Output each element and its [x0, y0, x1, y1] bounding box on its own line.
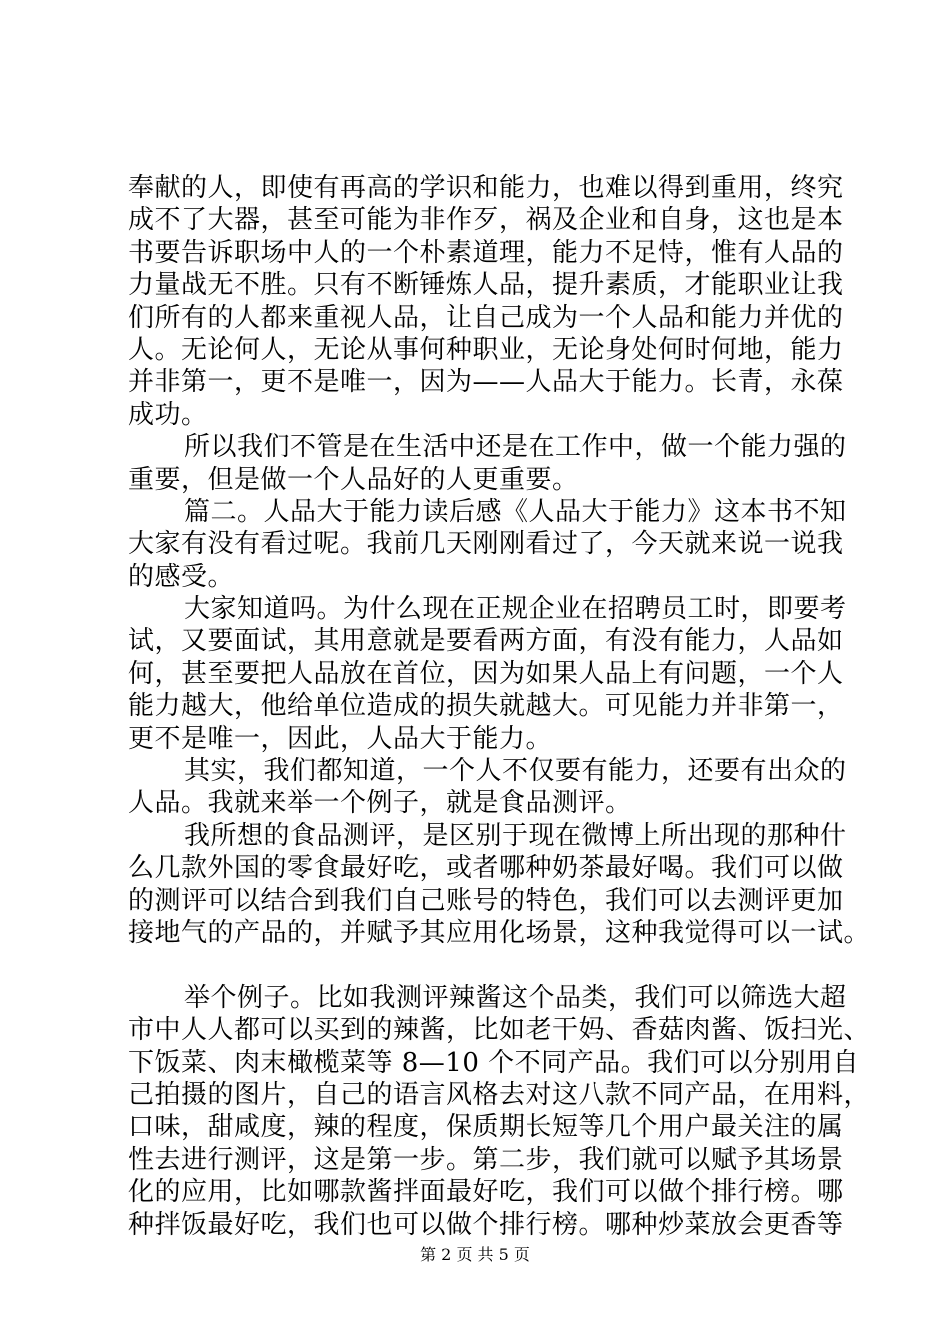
- text-line: 接地气的产品的，并赋予其应用化场景，这种我觉得可以一试。: [128, 917, 871, 948]
- text-line: 成不了大器，甚至可能为非作歹，祸及企业和自身，这也是本: [128, 205, 844, 236]
- text-line: 举个例子。比如我测评辣酱这个品类，我们可以筛选大超: [184, 982, 847, 1013]
- text-line: 奉献的人，即使有再高的学识和能力，也难以得到重用，终究: [128, 173, 844, 203]
- text-line: 何，甚至要把人品放在首位，因为如果人品上有问题，一个人: [128, 658, 844, 689]
- text-line: 么几款外国的零食最好吃，或者哪种奶茶最好喝。我们可以做: [128, 853, 844, 884]
- text-line: 的测评可以结合到我们自己账号的特色，我们可以去测评更加: [128, 885, 844, 916]
- text-line: 种拌饭最好吃，我们也可以做个排行榜。哪种炒菜放会更香等: [128, 1209, 844, 1240]
- text-line: 人。无论何人，无论从事何种职业，无论身处何时何地，能力: [128, 334, 844, 365]
- text-line: 所以我们不管是在生活中还是在工作中，做一个能力强的: [184, 432, 847, 463]
- text-line: 成功。: [128, 399, 208, 430]
- text-line: 更不是唯一，因此，人品大于能力。: [128, 723, 553, 754]
- text-line: 市中人人都可以买到的辣酱，比如老干妈、香菇肉酱、饭扫光、: [128, 1015, 871, 1046]
- text-line: 们所有的人都来重视人品，让自己成为一个人品和能力并优的: [128, 302, 844, 333]
- text-line: 并非第一，更不是唯一，因为——人品大于能力。长青，永葆: [128, 367, 844, 398]
- text-line: 重要，但是做一个人品好的人更重要。: [128, 464, 579, 495]
- text-line: 大家有没有看过呢。我前几天刚刚看过了，今天就来说一说我: [128, 529, 844, 560]
- text-line: 下饭菜、肉末橄榄菜等 8—10 个不同产品。我们可以分别用自: [128, 1047, 860, 1078]
- page-number-footer: 第 2 页 共 5 页: [420, 1245, 530, 1264]
- text-line: 大家知道吗。为什么现在正规企业在招聘员工时，即要考: [184, 594, 847, 625]
- text-line: 人品。我就来举一个例子，就是食品测评。: [128, 788, 632, 819]
- text-line: 篇二。人品大于能力读后感《人品大于能力》这本书不知: [184, 496, 847, 527]
- text-line: 我所想的食品测评，是区别于现在微博上所出现的那种什: [184, 820, 847, 851]
- text-line: 性去进行测评，这是第一步。第二步，我们就可以赋予其场景: [128, 1144, 844, 1175]
- text-line: 试，又要面试，其用意就是要看两方面，有没有能力，人品如: [128, 626, 844, 657]
- text-line: 能力越大，他给单位造成的损失就越大。可见能力并非第一，: [128, 691, 844, 722]
- blank-line: [128, 949, 828, 981]
- text-line: 己拍摄的图片，自己的语言风格去对这八款不同产品，在用料，: [128, 1079, 871, 1110]
- text-line: 力量战无不胜。只有不断锤炼人品，提升素质，才能职业让我: [128, 270, 844, 301]
- document-body: [128, 172, 871, 1241]
- text-line: 其实，我们都知道，一个人不仅要有能力，还要有出众的: [184, 756, 847, 787]
- text-line: 化的应用，比如哪款酱拌面最好吃，我们可以做个排行榜。哪: [128, 1177, 844, 1208]
- text-line: 口味，甜咸度，辣的程度，保质期长短等几个用户最关注的属: [128, 1112, 844, 1143]
- text-line: 书要告诉职场中人的一个朴素道理，能力不足恃，惟有人品的: [128, 237, 844, 268]
- text-line: 的感受。: [128, 561, 235, 592]
